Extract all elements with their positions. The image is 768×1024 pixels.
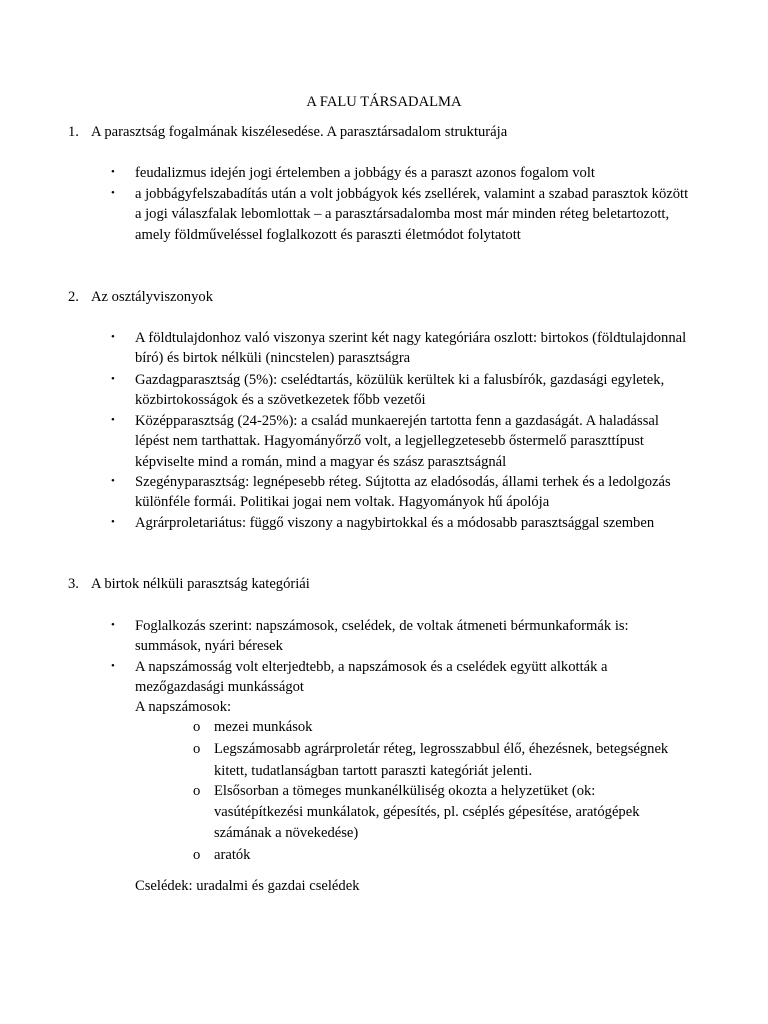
section-3-heading: A birtok nélküli parasztság kategóriái [91,576,310,592]
bullet-icon: • [111,373,115,385]
section-2-bullet-1: A földtulajdonhoz való viszonya szerint két nagy kategóriára oszlott: birtokos (földtulajdonnal bíró) és birtok nélküli (nincstelen) parasztságra [135,330,687,367]
bullet-icon: • [111,166,115,178]
sub-bullet-icon: o [193,719,201,735]
bullet-icon: • [111,414,115,426]
sub-item-4: aratók [214,847,251,863]
sub-bullet-icon: o [193,847,201,863]
sub-bullet-icon: o [193,741,201,757]
section-2-number: 2. [68,289,79,305]
section-1-heading: A parasztság fogalmának kiszélesedése. A parasztársadalom strukturája [91,124,508,140]
bullet-icon: • [111,619,115,631]
servants-line: Cselédek: uradalmi és gazdai cselédek [135,878,360,894]
section-2-bullet-3: Középparasztság (24-25%): a család munkaerején tartotta fenn a gazdaságát. A haladással lépést nem tarthattak. Hagyományőrző volt, a legjellegzetesebb őstermelő paraszttípust képviselte mind a román, mind a magyar és szász parasztságnál [135,413,659,470]
day-laborers-label: A napszámosok: [135,699,232,715]
section-3-bullet-2: A napszámosság volt elterjedtebb, a napszámosok és a cselédek együtt alkották a mezőgazdasági munkásságot [135,659,608,696]
sub-bullet-icon: o [193,783,201,799]
bullet-icon: • [111,331,115,343]
section-1-bullet-1: feudalizmus idején jogi értelemben a jobbágy és a paraszt azonos fogalom volt [135,165,595,181]
sub-item-2: Legszámosabb agrárproletár réteg, legrosszabbul élő, éhezésnek, betegségnek kitett, tudatlanságban tartott paraszti kategóriát jelenti. [214,741,669,779]
section-2-bullet-5: Agrárproletariátus: függő viszony a nagybirtokkal és a módosabb parasztsággal szemben [135,515,655,531]
section-1-bullet-2: a jobbágyfelszabadítás után a volt jobbágyok kés zsellérek, valamint a szabad parasztok között a jogi válaszfalak lebomlottak – a parasztársadalomba most már minden réteg beletartozott, amely földműveléssel foglalkozott és paraszti életmódot folytatott [135,186,689,243]
section-3-bullet-1: Foglalkozás szerint: napszámosok, cselédek, de voltak átmeneti bérmunkaformák is: summások, nyári béresek [135,618,629,655]
section-2-heading: Az osztályviszonyok [91,289,213,305]
bullet-icon: • [111,475,115,487]
bullet-icon: • [111,660,115,672]
sub-item-3: Elsősorban a tömeges munkanélküliség okozta a helyzetüket (ok: vasútépítkezési munkálatok, gépesítés, pl. cséplés gépesítése, aratógépek számának a növekedése) [214,783,640,841]
section-1-number: 1. [68,124,79,140]
section-2-bullet-4: Szegényparasztság: legnépesebb réteg. Sújtotta az eladósodás, állami terhek és a ledolgozás különféle formái. Politikai jogai nem voltak. Hagyományok hű ápolója [135,474,671,511]
section-2-bullet-2: Gazdagparasztság (5%): cselédtartás, közülük kerültek ki a falusbírók, gazdasági egyletek, közbirtokosságok és a szövetkezetek főbb vezetői [135,372,665,409]
sub-item-1: mezei munkások [214,719,313,735]
bullet-icon: • [111,516,115,528]
page-title: A FALU TÁRSADALMA [306,94,462,110]
section-3-number: 3. [68,576,79,592]
bullet-icon: • [111,187,115,199]
